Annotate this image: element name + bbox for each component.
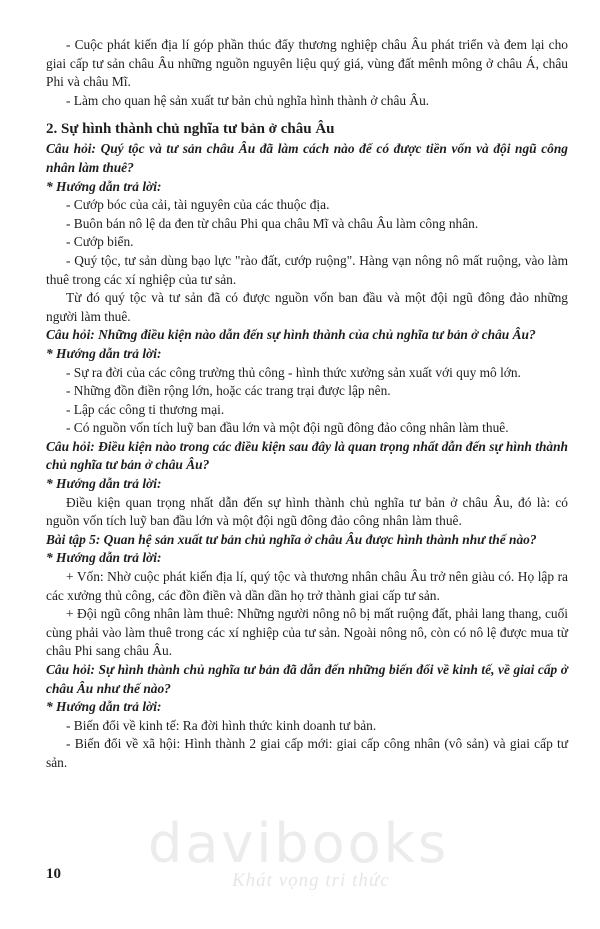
- section-heading: 2. Sự hình thành chủ nghĩa tư bản ở châu Âu: [46, 121, 335, 138]
- paragraph: - Buôn bán nô lệ da đen từ châu Phi qua châu Mĩ và châu Âu làm công nhân.: [66, 215, 479, 231]
- answer-guide-label: * Hướng dẫn trả lời:: [46, 699, 162, 715]
- paragraph: + Vốn: Nhờ cuộc phát kiến địa lí, quý tộc và thương nhân châu Âu trở nên giàu có. Họ lập ra các xưởng thủ công, các đồn điền và dần dần họ trở thành giai cấp tư sản.: [46, 569, 568, 603]
- question: Câu hỏi: Quý tộc và tư sản châu Âu đã làm cách nào để có được tiền vốn và đội ngũ công nhân làm thuê?: [46, 141, 568, 175]
- question: Câu hỏi: Điều kiện nào trong các điều kiện sau đây là quan trọng nhất dẫn đến sự hình thành chủ nghĩa tư bản ở châu Âu?: [46, 438, 568, 473]
- exercise-title: Bài tập 5: Quan hệ sản xuất tư bản chủ nghĩa ở châu Âu được hình thành như thế nào?: [46, 531, 537, 547]
- paragraph: + Đội ngũ công nhân làm thuê: Những người nông nô bị mất ruộng đất, phải lang thang, cuối cùng phải vào làm thuê trong các xí nghiệp của tư sản. Ngoài nông nô, còn có nô lệ được mua từ châu Phi sang châu Âu.: [46, 606, 568, 659]
- paragraph: - Lập các công ti thương mại.: [66, 401, 225, 417]
- answer-guide-label: * Hướng dẫn trả lời:: [46, 476, 162, 492]
- paragraph: - Quý tộc, tư sản dùng bạo lực "rào đất, cướp ruộng". Hàng vạn nông nô mất ruộng, vào làm thuê trong các xí nghiệp của tư sản.: [46, 252, 568, 287]
- paragraph: - Sự ra đời của các công trường thủ công - hình thức xưởng sản xuất với quy mô lớn.: [66, 364, 521, 380]
- question: Câu hỏi: Những điều kiện nào dẫn đến sự hình thành của chủ nghĩa tư bản ở châu Âu?: [46, 327, 536, 343]
- paragraph: Từ đó quý tộc và tư sản đã có được nguồn vốn ban đầu và một đội ngũ đông đảo những người làm thuê.: [46, 290, 568, 324]
- question: Câu hỏi: Sự hình thành chủ nghĩa tư bản đã dẫn đến những biến đổi về kinh tế, về giai cấp ở châu Âu như thế nào?: [46, 662, 568, 696]
- paragraph: - Những đồn điền rộng lớn, hoặc các trang trại được lập nên.: [66, 383, 391, 399]
- watermark-brand: davibooks: [148, 812, 450, 875]
- answer-guide-label: * Hướng dẫn trả lời:: [46, 345, 162, 361]
- watermark-tagline: Khát vọng tri thức: [232, 870, 390, 891]
- page-content: [46, 36, 568, 773]
- paragraph: - Làm cho quan hệ sản xuất tư bản chủ nghĩa hình thành ở châu Âu.: [66, 92, 430, 108]
- paragraph: - Cuộc phát kiến địa lí góp phần thúc đẩy thương nghiệp châu Âu phát triển và đem lại cho giai cấp tư sản châu Âu những nguồn nguyên liệu quý giá, vùng đất mênh mông ở châu Á, châu Phi và châu Mĩ.: [46, 37, 568, 90]
- answer-guide-label: * Hướng dẫn trả lời:: [46, 550, 162, 566]
- answer-guide-label: * Hướng dẫn trả lời:: [46, 178, 162, 194]
- page-number: 10: [46, 866, 61, 882]
- paragraph: - Cướp biển.: [66, 234, 134, 250]
- paragraph: Điều kiện quan trọng nhất dẫn đến sự hình thành chủ nghĩa tư bản ở châu Âu, đó là: có nguồn vốn tích luỹ ban đầu lớn và một đội ngũ đông đảo công nhân làm thuê.: [46, 494, 568, 529]
- paragraph: - Biến đổi về kinh tế: Ra đời hình thức kinh doanh tư bản.: [66, 717, 377, 733]
- paragraph: - Cướp bóc của cải, tài nguyên của các thuộc địa.: [66, 197, 330, 213]
- paragraph: - Có nguồn vốn tích luỹ ban đầu lớn và một đội ngũ đông đảo công nhân làm thuê.: [66, 420, 509, 436]
- paragraph: - Biến đổi về xã hội: Hình thành 2 giai cấp mới: giai cấp công nhân (vô sản) và giai cấp tư sản.: [46, 736, 568, 770]
